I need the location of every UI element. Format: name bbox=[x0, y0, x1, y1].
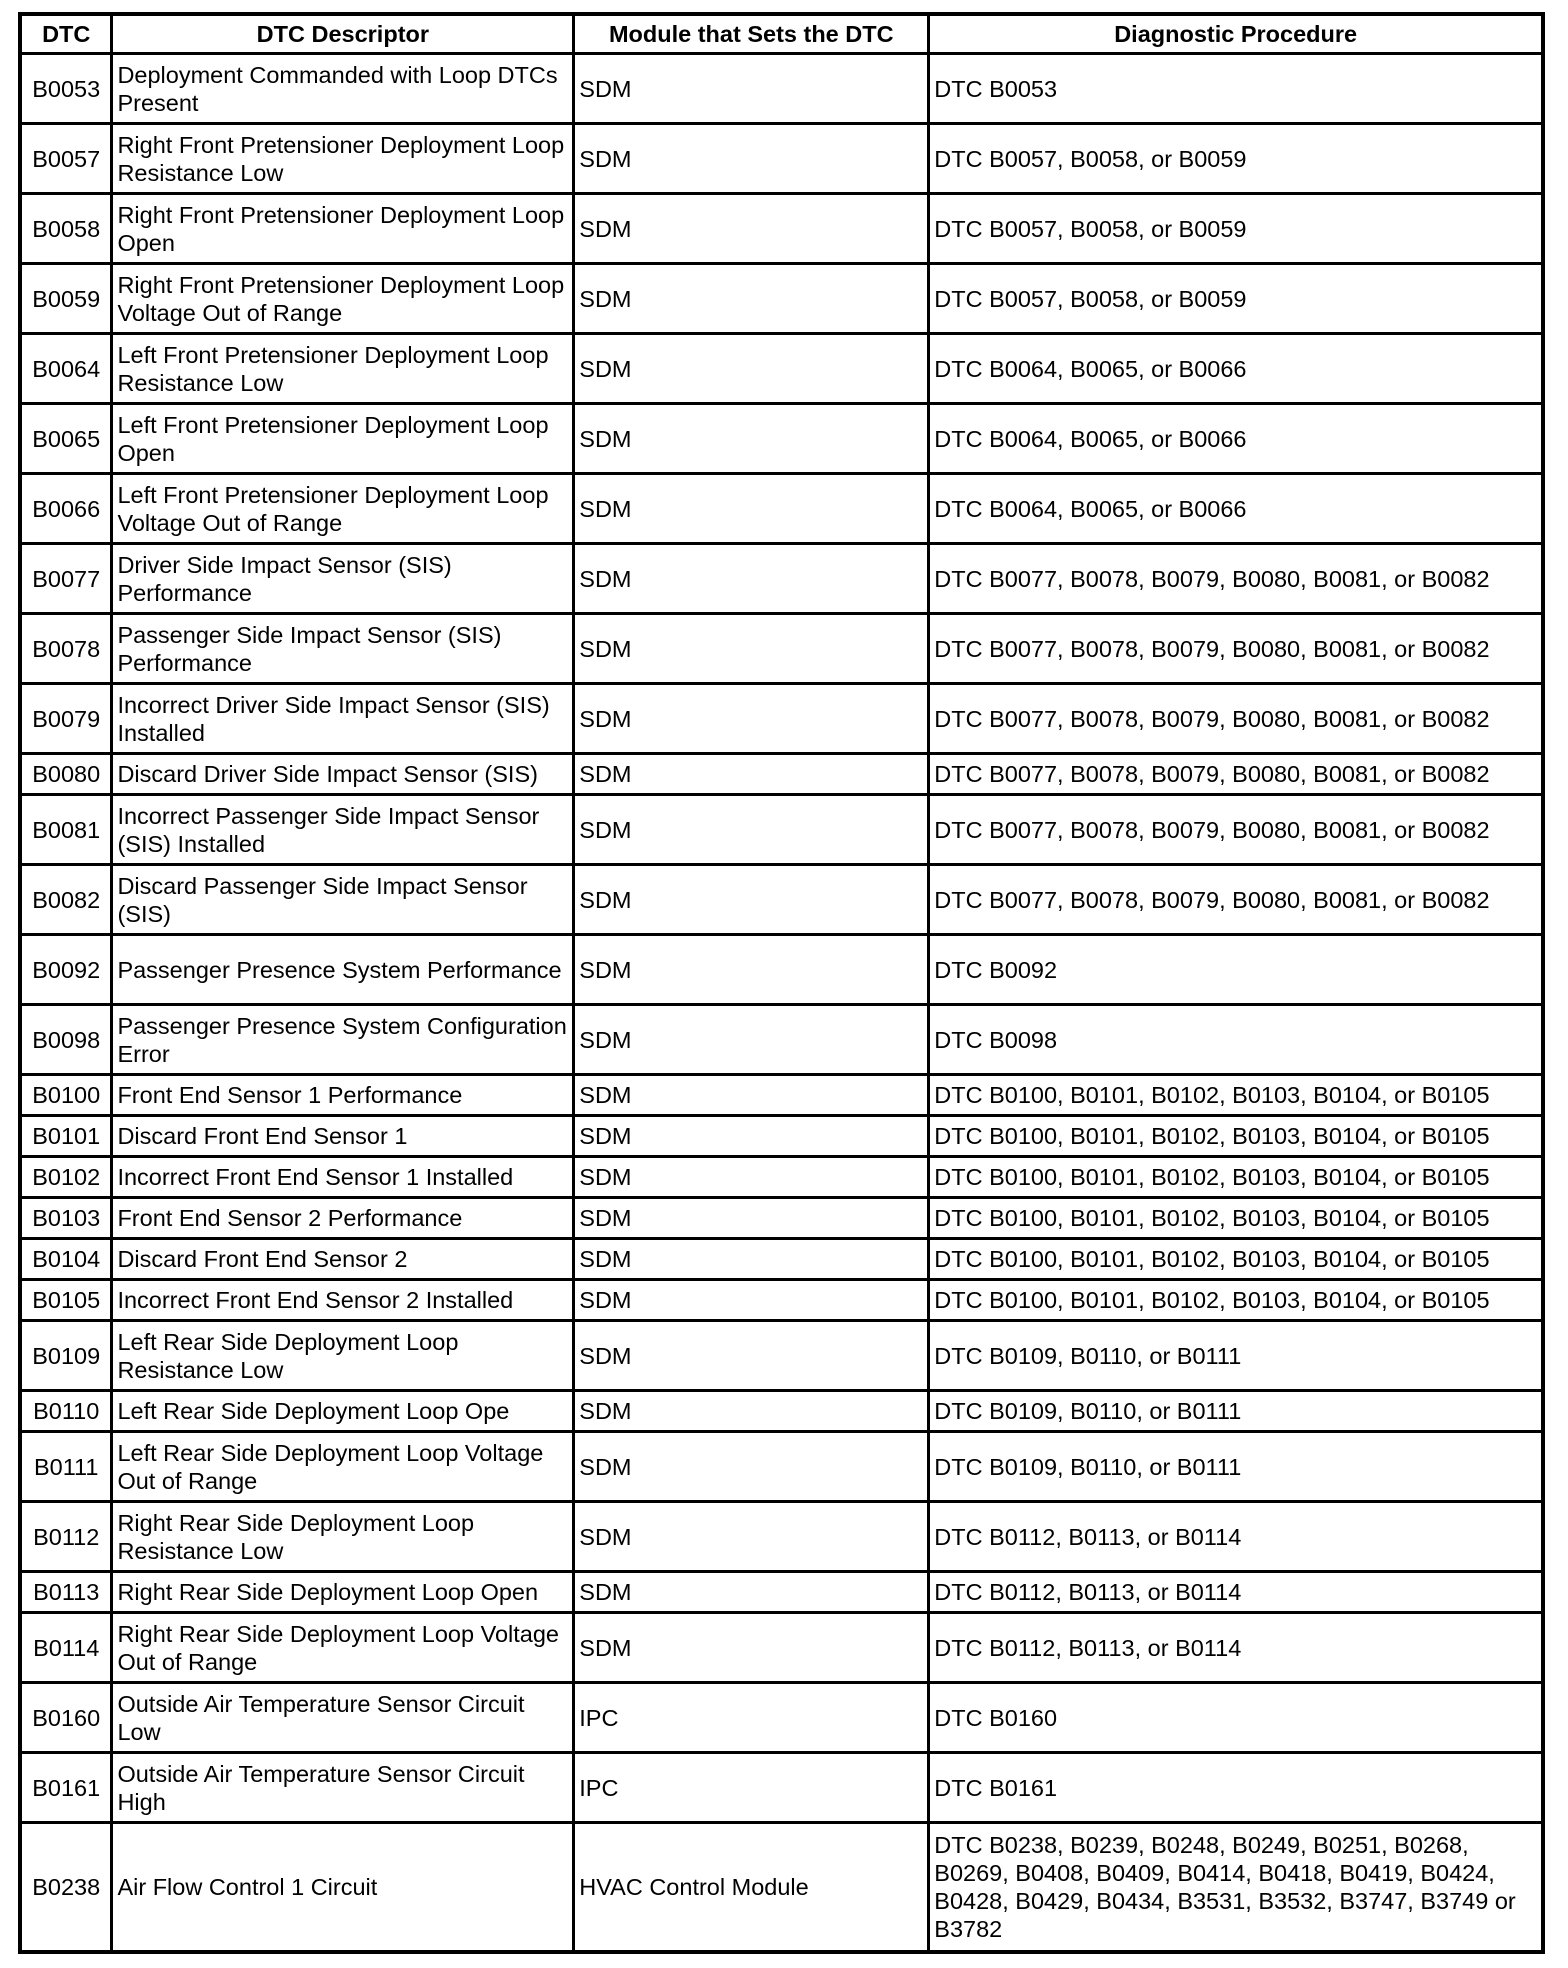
procedure-cell: DTC B0064, B0065, or B0066 bbox=[929, 404, 1543, 474]
dtc-code-cell: B0103 bbox=[20, 1198, 112, 1239]
table-row bbox=[20, 1823, 1543, 1953]
procedure-cell: DTC B0077, B0078, B0079, B0080, B0081, or B0082 bbox=[929, 684, 1543, 754]
dtc-code-cell: B0080 bbox=[20, 754, 112, 795]
module-cell: SDM bbox=[574, 1502, 929, 1572]
dtc-code-cell: B0161 bbox=[20, 1753, 112, 1823]
descriptor-cell: Passenger Presence System Configuration Error bbox=[112, 1005, 574, 1075]
module-cell: SDM bbox=[574, 1321, 929, 1391]
module-cell: HVAC Control Module bbox=[574, 1823, 929, 1953]
descriptor-cell: Right Rear Side Deployment Loop Resistance Low bbox=[112, 1502, 574, 1572]
descriptor-cell: Front End Sensor 2 Performance bbox=[112, 1198, 574, 1239]
descriptor-cell: Discard Front End Sensor 2 bbox=[112, 1239, 574, 1280]
procedure-cell: DTC B0100, B0101, B0102, B0103, B0104, or B0105 bbox=[929, 1116, 1543, 1157]
procedure-cell: DTC B0100, B0101, B0102, B0103, B0104, or B0105 bbox=[929, 1198, 1543, 1239]
procedure-cell: DTC B0109, B0110, or B0111 bbox=[929, 1432, 1543, 1502]
procedure-cell: DTC B0161 bbox=[929, 1753, 1543, 1823]
module-cell: SDM bbox=[574, 1432, 929, 1502]
header-procedure: Diagnostic Procedure bbox=[929, 14, 1543, 54]
table-row bbox=[20, 1116, 1543, 1157]
table-row bbox=[20, 264, 1543, 334]
descriptor-cell: Outside Air Temperature Sensor Circuit Low bbox=[112, 1683, 574, 1753]
descriptor-cell: Driver Side Impact Sensor (SIS) Performance bbox=[112, 544, 574, 614]
dtc-code-cell: B0053 bbox=[20, 54, 112, 124]
dtc-code-cell: B0077 bbox=[20, 544, 112, 614]
table-row bbox=[20, 474, 1543, 544]
descriptor-cell: Left Rear Side Deployment Loop Ope bbox=[112, 1391, 574, 1432]
table-row bbox=[20, 1198, 1543, 1239]
dtc-code-cell: B0110 bbox=[20, 1391, 112, 1432]
table-row bbox=[20, 684, 1543, 754]
table-row bbox=[20, 865, 1543, 935]
procedure-cell: DTC B0077, B0078, B0079, B0080, B0081, or B0082 bbox=[929, 544, 1543, 614]
procedure-cell: DTC B0109, B0110, or B0111 bbox=[929, 1391, 1543, 1432]
module-cell: SDM bbox=[574, 1280, 929, 1321]
procedure-cell: DTC B0064, B0065, or B0066 bbox=[929, 474, 1543, 544]
module-cell: SDM bbox=[574, 474, 929, 544]
descriptor-cell: Right Front Pretensioner Deployment Loop Open bbox=[112, 194, 574, 264]
descriptor-cell: Left Front Pretensioner Deployment Loop Open bbox=[112, 404, 574, 474]
descriptor-cell: Front End Sensor 1 Performance bbox=[112, 1075, 574, 1116]
module-cell: SDM bbox=[574, 865, 929, 935]
dtc-code-cell: B0113 bbox=[20, 1572, 112, 1613]
module-cell: SDM bbox=[574, 1198, 929, 1239]
procedure-cell: DTC B0057, B0058, or B0059 bbox=[929, 194, 1543, 264]
table-row bbox=[20, 1391, 1543, 1432]
descriptor-cell: Discard Passenger Side Impact Sensor (SIS) bbox=[112, 865, 574, 935]
table-row bbox=[20, 795, 1543, 865]
descriptor-cell: Right Rear Side Deployment Loop Open bbox=[112, 1572, 574, 1613]
dtc-code-cell: B0160 bbox=[20, 1683, 112, 1753]
module-cell: SDM bbox=[574, 935, 929, 1005]
dtc-code-cell: B0059 bbox=[20, 264, 112, 334]
table-row bbox=[20, 1613, 1543, 1683]
table-header-row bbox=[20, 14, 1543, 54]
procedure-cell: DTC B0077, B0078, B0079, B0080, B0081, or B0082 bbox=[929, 865, 1543, 935]
dtc-code-cell: B0112 bbox=[20, 1502, 112, 1572]
procedure-cell: DTC B0077, B0078, B0079, B0080, B0081, or B0082 bbox=[929, 795, 1543, 865]
dtc-code-cell: B0082 bbox=[20, 865, 112, 935]
dtc-code-cell: B0109 bbox=[20, 1321, 112, 1391]
procedure-cell: DTC B0057, B0058, or B0059 bbox=[929, 124, 1543, 194]
table-row bbox=[20, 754, 1543, 795]
descriptor-cell: Passenger Presence System Performance bbox=[112, 935, 574, 1005]
descriptor-cell: Incorrect Front End Sensor 2 Installed bbox=[112, 1280, 574, 1321]
dtc-code-cell: B0092 bbox=[20, 935, 112, 1005]
table-row bbox=[20, 1683, 1543, 1753]
dtc-code-cell: B0101 bbox=[20, 1116, 112, 1157]
module-cell: SDM bbox=[574, 1572, 929, 1613]
module-cell: SDM bbox=[574, 1075, 929, 1116]
procedure-cell: DTC B0077, B0078, B0079, B0080, B0081, or B0082 bbox=[929, 614, 1543, 684]
procedure-cell: DTC B0092 bbox=[929, 935, 1543, 1005]
module-cell: IPC bbox=[574, 1753, 929, 1823]
descriptor-cell: Outside Air Temperature Sensor Circuit High bbox=[112, 1753, 574, 1823]
procedure-cell: DTC B0100, B0101, B0102, B0103, B0104, or B0105 bbox=[929, 1157, 1543, 1198]
table-row bbox=[20, 1502, 1543, 1572]
descriptor-cell: Right Front Pretensioner Deployment Loop Resistance Low bbox=[112, 124, 574, 194]
dtc-code-cell: B0105 bbox=[20, 1280, 112, 1321]
table-row bbox=[20, 935, 1543, 1005]
dtc-code-cell: B0066 bbox=[20, 474, 112, 544]
procedure-cell: DTC B0112, B0113, or B0114 bbox=[929, 1613, 1543, 1683]
dtc-code-cell: B0078 bbox=[20, 614, 112, 684]
table-row bbox=[20, 1075, 1543, 1116]
descriptor-cell: Left Rear Side Deployment Loop Voltage Out of Range bbox=[112, 1432, 574, 1502]
module-cell: SDM bbox=[574, 754, 929, 795]
procedure-cell: DTC B0077, B0078, B0079, B0080, B0081, or B0082 bbox=[929, 754, 1543, 795]
dtc-code-cell: B0100 bbox=[20, 1075, 112, 1116]
procedure-cell: DTC B0053 bbox=[929, 54, 1543, 124]
table-row bbox=[20, 404, 1543, 474]
dtc-code-cell: B0114 bbox=[20, 1613, 112, 1683]
table-row bbox=[20, 1572, 1543, 1613]
module-cell: SDM bbox=[574, 1116, 929, 1157]
table-row bbox=[20, 544, 1543, 614]
descriptor-cell: Deployment Commanded with Loop DTCs Present bbox=[112, 54, 574, 124]
procedure-cell: DTC B0109, B0110, or B0111 bbox=[929, 1321, 1543, 1391]
module-cell: SDM bbox=[574, 544, 929, 614]
module-cell: SDM bbox=[574, 194, 929, 264]
module-cell: SDM bbox=[574, 1391, 929, 1432]
descriptor-cell: Incorrect Passenger Side Impact Sensor (SIS) Installed bbox=[112, 795, 574, 865]
table-row bbox=[20, 334, 1543, 404]
dtc-code-cell: B0065 bbox=[20, 404, 112, 474]
descriptor-cell: Left Front Pretensioner Deployment Loop Resistance Low bbox=[112, 334, 574, 404]
dtc-code-cell: B0111 bbox=[20, 1432, 112, 1502]
procedure-cell: DTC B0160 bbox=[929, 1683, 1543, 1753]
table-row bbox=[20, 1753, 1543, 1823]
dtc-code-cell: B0057 bbox=[20, 124, 112, 194]
descriptor-cell: Right Front Pretensioner Deployment Loop Voltage Out of Range bbox=[112, 264, 574, 334]
table-row bbox=[20, 1321, 1543, 1391]
table-row bbox=[20, 1157, 1543, 1198]
dtc-code-cell: B0102 bbox=[20, 1157, 112, 1198]
module-cell: SDM bbox=[574, 404, 929, 474]
module-cell: SDM bbox=[574, 684, 929, 754]
module-cell: SDM bbox=[574, 1005, 929, 1075]
dtc-code-cell: B0058 bbox=[20, 194, 112, 264]
module-cell: SDM bbox=[574, 1157, 929, 1198]
module-cell: SDM bbox=[574, 124, 929, 194]
descriptor-cell: Passenger Side Impact Sensor (SIS) Performance bbox=[112, 614, 574, 684]
procedure-cell: DTC B0100, B0101, B0102, B0103, B0104, or B0105 bbox=[929, 1075, 1543, 1116]
header-dtc: DTC bbox=[20, 14, 112, 54]
module-cell: SDM bbox=[574, 614, 929, 684]
table-row bbox=[20, 1005, 1543, 1075]
table-row bbox=[20, 1280, 1543, 1321]
descriptor-cell: Discard Driver Side Impact Sensor (SIS) bbox=[112, 754, 574, 795]
header-descriptor: DTC Descriptor bbox=[112, 14, 574, 54]
descriptor-cell: Incorrect Front End Sensor 1 Installed bbox=[112, 1157, 574, 1198]
table-row bbox=[20, 124, 1543, 194]
module-cell: IPC bbox=[574, 1683, 929, 1753]
module-cell: SDM bbox=[574, 1613, 929, 1683]
descriptor-cell: Right Rear Side Deployment Loop Voltage Out of Range bbox=[112, 1613, 574, 1683]
module-cell: SDM bbox=[574, 1239, 929, 1280]
procedure-cell: DTC B0112, B0113, or B0114 bbox=[929, 1572, 1543, 1613]
descriptor-cell: Incorrect Driver Side Impact Sensor (SIS) Installed bbox=[112, 684, 574, 754]
table-row bbox=[20, 614, 1543, 684]
table-row bbox=[20, 54, 1543, 124]
module-cell: SDM bbox=[574, 54, 929, 124]
header-module: Module that Sets the DTC bbox=[574, 14, 929, 54]
dtc-code-cell: B0079 bbox=[20, 684, 112, 754]
module-cell: SDM bbox=[574, 264, 929, 334]
procedure-cell: DTC B0057, B0058, or B0059 bbox=[929, 264, 1543, 334]
descriptor-cell: Discard Front End Sensor 1 bbox=[112, 1116, 574, 1157]
table-row bbox=[20, 1432, 1543, 1502]
dtc-code-cell: B0081 bbox=[20, 795, 112, 865]
table-row bbox=[20, 194, 1543, 264]
dtc-code-cell: B0064 bbox=[20, 334, 112, 404]
procedure-cell: DTC B0238, B0239, B0248, B0249, B0251, B0268, B0269, B0408, B0409, B0414, B0418, B0419, B0424, B0428, B0429, B0434, B3531, B3532, B3747, B3749 or B3782 bbox=[929, 1823, 1543, 1953]
dtc-table bbox=[18, 12, 1545, 1954]
procedure-cell: DTC B0100, B0101, B0102, B0103, B0104, or B0105 bbox=[929, 1239, 1543, 1280]
module-cell: SDM bbox=[574, 795, 929, 865]
dtc-code-cell: B0104 bbox=[20, 1239, 112, 1280]
dtc-code-cell: B0098 bbox=[20, 1005, 112, 1075]
procedure-cell: DTC B0100, B0101, B0102, B0103, B0104, or B0105 bbox=[929, 1280, 1543, 1321]
descriptor-cell: Left Rear Side Deployment Loop Resistance Low bbox=[112, 1321, 574, 1391]
table-row bbox=[20, 1239, 1543, 1280]
procedure-cell: DTC B0112, B0113, or B0114 bbox=[929, 1502, 1543, 1572]
descriptor-cell: Air Flow Control 1 Circuit bbox=[112, 1823, 574, 1953]
module-cell: SDM bbox=[574, 334, 929, 404]
dtc-code-cell: B0238 bbox=[20, 1823, 112, 1953]
procedure-cell: DTC B0098 bbox=[929, 1005, 1543, 1075]
procedure-cell: DTC B0064, B0065, or B0066 bbox=[929, 334, 1543, 404]
descriptor-cell: Left Front Pretensioner Deployment Loop Voltage Out of Range bbox=[112, 474, 574, 544]
